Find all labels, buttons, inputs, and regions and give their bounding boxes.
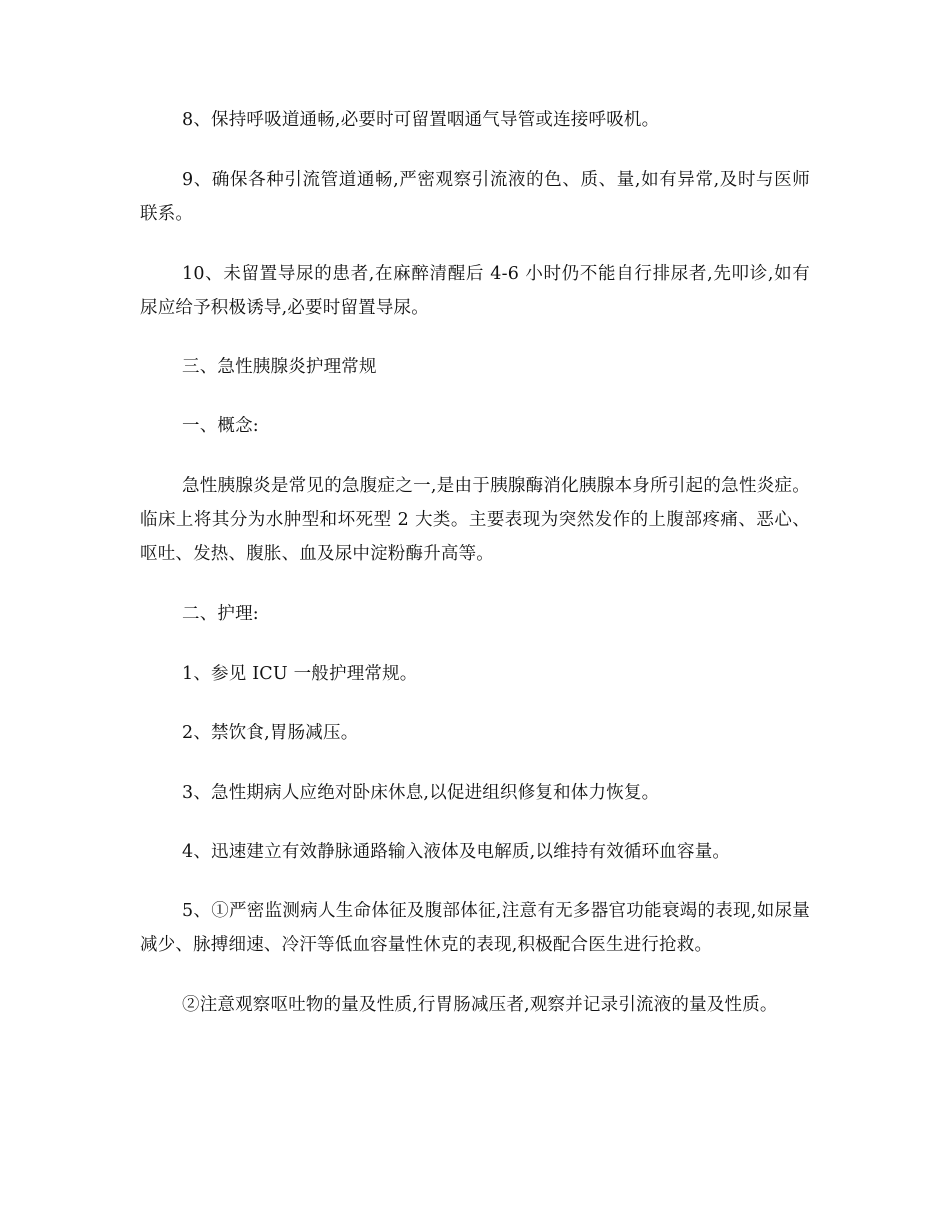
paragraph-nursing-3: 3、急性期病人应绝对卧床休息,以促进组织修复和体力恢复。 [182, 783, 660, 803]
subheading-nursing: 二、护理: [182, 604, 259, 624]
paragraph-item-10: 10、未留置导尿的患者,在麻醉清醒后 4-6 小时仍不能自行排尿者,先叩诊,如有尿应给予积极诱导,必要时留置导尿。 [140, 264, 810, 318]
subheading-concept: 一、概念: [182, 416, 259, 436]
paragraph-nursing-4: 4、迅速建立有效静脉通路输入液体及电解质,以维持有效循环血容量。 [182, 842, 731, 862]
paragraph-nursing-1: 1、参见 ICU 一般护理常规。 [182, 664, 418, 684]
paragraph-item-8: 8、保持呼吸道通畅,必要时可留置咽通气导管或连接呼吸机。 [182, 110, 660, 130]
paragraph-nursing-2: 2、禁饮食,胃肠减压。 [182, 723, 359, 743]
paragraph-concept-body: 急性胰腺炎是常见的急腹症之一,是由于胰腺酶消化胰腺本身所引起的急性炎症。临床上将其分为水肿型和坏死型 2 大类。主要表现为突然发作的上腹部疼痛、恶心、呕吐、发热、腹胀、血及尿中淀粉酶升高等。 [140, 476, 810, 564]
section-heading-pancreatitis: 三、急性胰腺炎护理常规 [182, 357, 377, 377]
paragraph-item-9: 9、确保各种引流管道通畅,严密观察引流液的色、质、量,如有异常,及时与医师联系。 [140, 170, 810, 224]
paragraph-nursing-5-2: ②注意观察呕吐物的量及性质,行胃肠减压者,观察并记录引流液的量及性质。 [182, 995, 778, 1015]
paragraph-nursing-5: 5、①严密监测病人生命体征及腹部体征,注意有无多器官功能衰竭的表现,如尿量减少、脉搏细速、冷汗等低血容量性休克的表现,积极配合医生进行抢救。 [140, 901, 810, 955]
